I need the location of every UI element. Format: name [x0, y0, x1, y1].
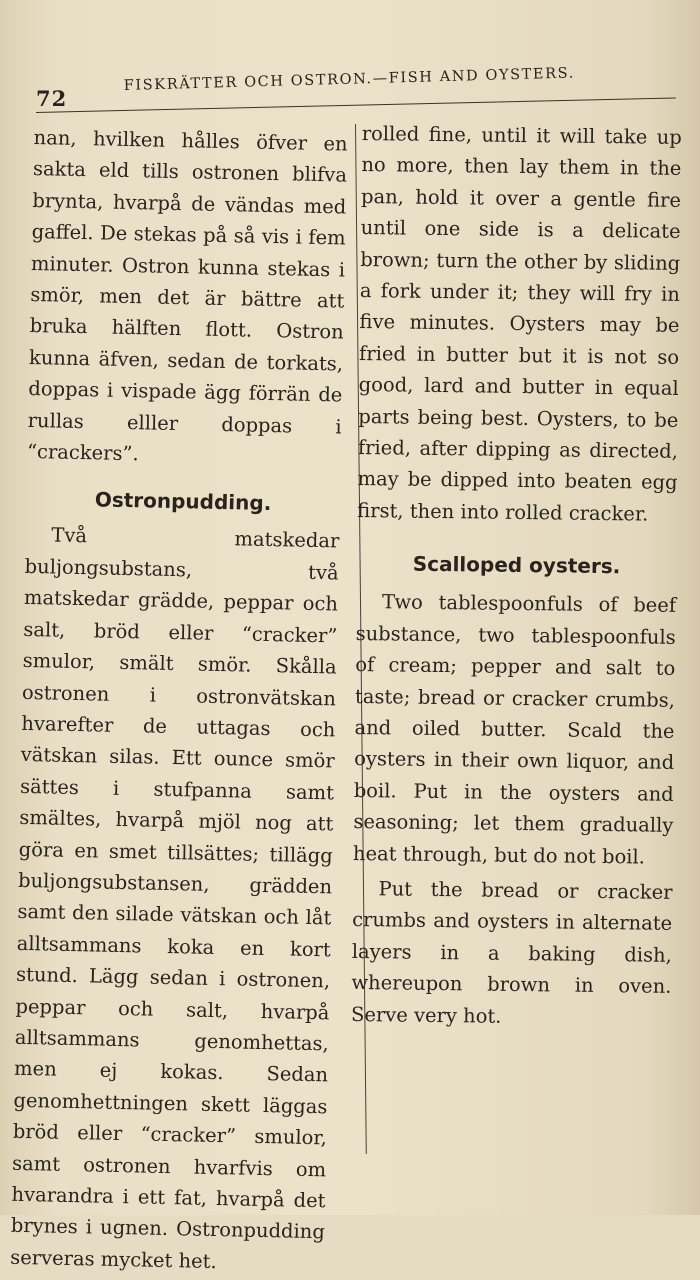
- english-recipe-heading: Scalloped oysters.: [412, 551, 621, 579]
- english-intro-paragraph: rolled fine, until it will take up no more, then lay them in the pan, hold it over a gentle fire until one side is a delicate brown; turn the other by sliding a fork under it; they will fry in five minutes. Oysters may be fried in butter but it is not so good, lard and butter in equal parts being best. Oysters, to be fried, after dipping as directed, may be dipped into beaten egg first, then into rolled cracker.: [357, 121, 682, 526]
- swedish-intro-paragraph: nan, hvilken hålles öfver en sakta eld tills ostronen blifva brynta, hvarpå de vändas med gaffel. De stekas på så vis i fem minuter. Ostron kunna stekas i smör, men det är bättre att bruka hälften flott. Ostron kunna äfven, sedan de torkats, doppas i vispade ägg förrän de rullas elller doppas i “crackers”.: [26, 125, 348, 466]
- swedish-recipe-heading: Ostronpudding.: [94, 487, 272, 516]
- page-number: 72: [36, 86, 68, 111]
- english-column: [351, 118, 682, 1034]
- running-head: FISKRÄTTER OCH OSTRON.—FISH AND OYSTERS.: [123, 65, 576, 94]
- swedish-column: [10, 122, 348, 1280]
- english-recipe-paragraph-2: Put the bread or cracker crumbs and oysters in alternate layers in a baking dish, whereupon brown in oven. Serve very hot.: [350, 877, 673, 1028]
- page-header: [36, 65, 676, 111]
- english-recipe-paragraph-1: Two tablespoonfuls of beef substance, two tablespoonfuls of cream; pepper and salt to taste; bread or cracker crumbs, and oiled butter. Scald the oysters in their own liquor, and boil. Put in the oysters and seasoning; let them gradually heat through, but do not boil.: [352, 590, 677, 869]
- swedish-recipe-paragraph: Två matskedar buljongsubstans, två matskedar grädde, peppar och salt, bröd eller “cracker” smulor, smält smör. Skålla ostronen i ostronvätskan hvarefter de uttagas och vätskan silas. Ett ounce smör sättes i stufpanna samt smältes, hvarpå mjöl nog att göra en smet tillsättes; tillägg buljongsubstansen, grädden samt den silade vätskan och låt alltsammans koka en kort stund. Lägg sedan i ostronen, peppar och salt, hvarpå alltsammans genomhettas, men ej kokas. Sedan genomhettningen skett läggas bröd eller “cracker” smulor, samt ostronen hvarfvis om hvarandra i ett fat, hvarpå det brynes i ugnen. Ostronpudding serveras mycket het.: [9, 523, 340, 1273]
